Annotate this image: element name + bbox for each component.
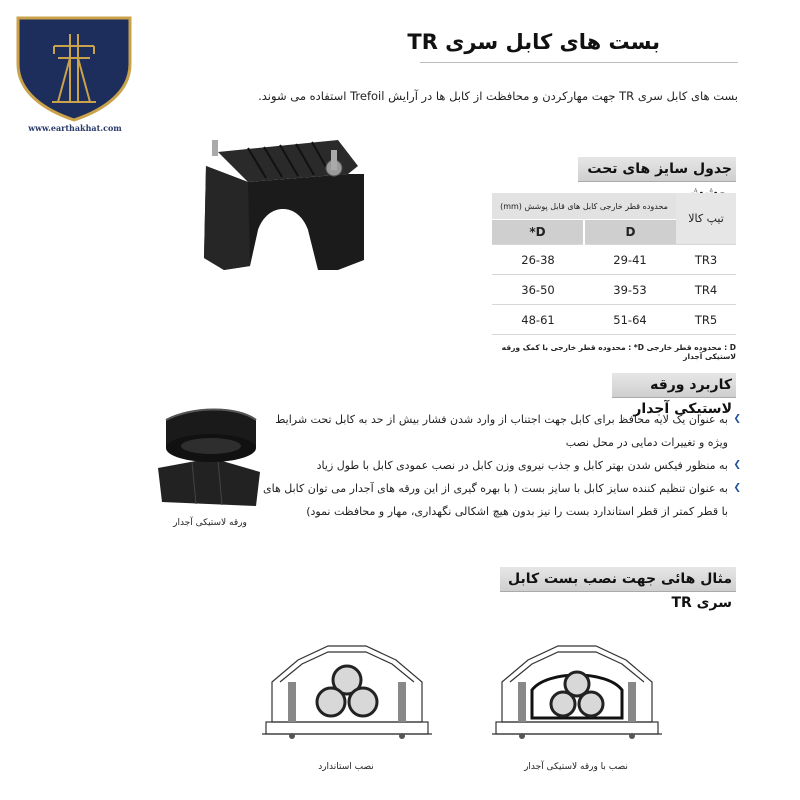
row-d: 51-64 <box>584 305 676 335</box>
rubber-usage-list <box>258 408 738 523</box>
row-type: TR5 <box>676 305 736 335</box>
table-note: D : محدوده قطر خارجی D* : محدوده قطر خارجی با کمک ورقه لاستیکی آجدار <box>501 343 736 361</box>
rubber-install-drawing <box>492 632 662 747</box>
rubber-image-caption: ورقه لاستیکی آجدار <box>173 518 247 528</box>
row-dstar: 36-50 <box>492 275 584 305</box>
row-dstar: 26-38 <box>492 245 584 275</box>
size-table <box>492 193 736 335</box>
company-logo <box>14 12 134 122</box>
list-item: ❯ به عنوان تنظیم کننده سایز کابل با سایز بست ( با بهره گیری از این ورقه های آجدار می توان کابل های با قطر کمتر از قطر استاندارد بست را نیز بدون هیچ اشکالی نگهداری، مهار و محافظت نمود) <box>258 477 738 523</box>
intro-text: بست های کابل سری TR جهت مهارکردن و محافظت از کابل ها در آرایش Trefoil استفاده می شوند. <box>258 89 738 103</box>
standard-install-caption: نصب استاندارد <box>318 762 374 772</box>
rubber-install-caption: نصب با ورقه لاستیکی آجدار <box>524 762 628 772</box>
row-d: 39-53 <box>584 275 676 305</box>
row-type: TR4 <box>676 275 736 305</box>
col-d-header: D <box>584 220 676 245</box>
table-row <box>492 275 736 305</box>
row-dstar: 48-61 <box>492 305 584 335</box>
col-dstar-header: D* <box>492 220 584 245</box>
row-type: TR3 <box>676 245 736 275</box>
tr-clamp-image <box>188 130 378 280</box>
title-divider <box>420 62 738 63</box>
page-title: بست های کابل سری TR <box>407 30 660 54</box>
logo-url: www.earthakhat.com <box>28 123 122 133</box>
rubber-sheet-image <box>152 402 264 508</box>
range-header: محدوده قطر خارجی کابل های قابل پوشش (mm) <box>492 193 676 220</box>
table-row <box>492 305 736 335</box>
size-section-heading: جدول سایز های تحت <box>578 157 736 182</box>
rubber-section-heading: کاربرد ورقه لاستیکی آجدار <box>612 373 736 398</box>
list-item: ❯ به منظور فیکس شدن بهتر کابل و جذب نیروی وزن کابل در نصب عمودی کابل با طول زیاد <box>258 454 738 477</box>
row-d: 29-41 <box>584 245 676 275</box>
table-row <box>492 245 736 275</box>
examples-section-heading: مثال هائی جهت نصب بست کابل سری TR <box>500 567 736 592</box>
standard-install-drawing <box>262 632 432 747</box>
list-item: ❯ به عنوان یک لایه محافظ برای کابل جهت اجتناب از وارد شدن فشار بیش از حد به کابل تحت شرایط ویژه و تغییرات دمایی در محل نصب <box>258 408 738 454</box>
type-header: تیپ کالا <box>676 193 736 245</box>
